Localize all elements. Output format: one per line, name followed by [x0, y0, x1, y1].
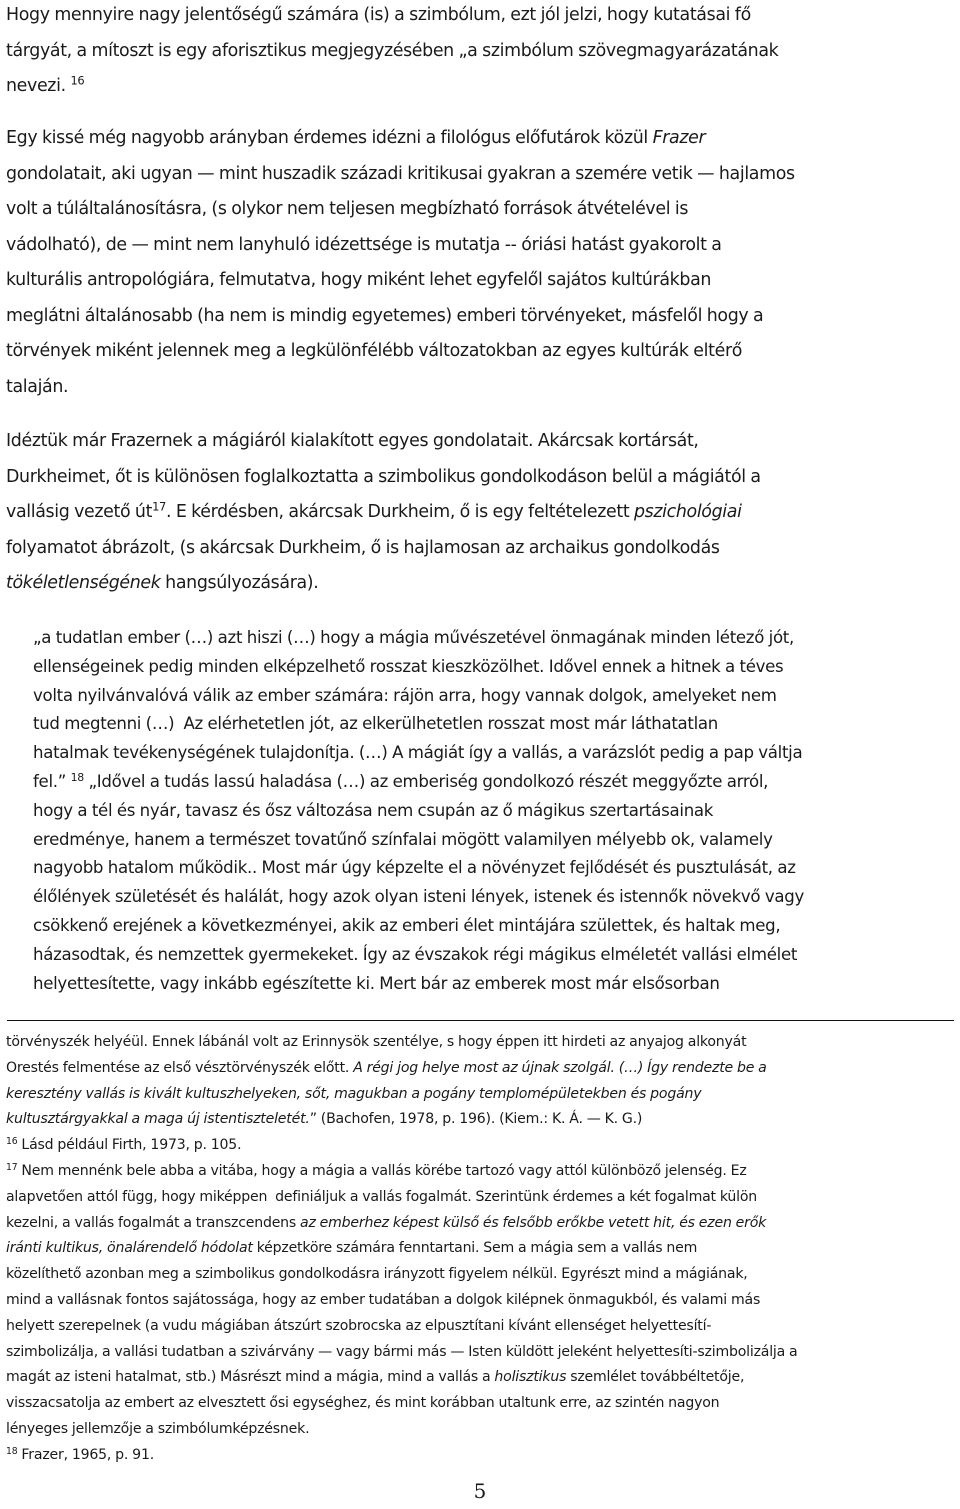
footnote-number: 18 [6, 1445, 18, 1457]
text-run: hangsúlyozására). [160, 573, 319, 593]
footnote-line [6, 1340, 956, 1366]
text-line [6, 0, 956, 34]
text-line [6, 263, 956, 299]
text-line [6, 157, 956, 193]
text-run: eredménye, hanem a természet tovatűnő színfalai mögött valamilyen mélyebb ok, valamely [33, 829, 773, 849]
text-run: meglátni általánosabb (ha nem is mindig egyetemes) emberi törvényeket, másfelől hogy a [6, 305, 764, 326]
quote-line [33, 826, 933, 855]
text-run: nagyobb hatalom működik.. Most már úgy képzelte el a növényzet fejlődését és pusztulását, az [33, 858, 796, 878]
footnote-18 [6, 1443, 956, 1469]
text-run: törvényszék helyéül. Ennek lábánál volt az Erinnysök szentélye, s hogy éppen itt hirdeti az anyajog alkonyát [6, 1034, 747, 1050]
text-line [6, 495, 956, 531]
text-run: helyett szerepelnek (a vudu mágiában átszúrt szobrocska az elpusztítani kívánt ellenséget helyettesítí- [6, 1317, 712, 1334]
footnote-number: 16 [6, 1136, 18, 1148]
italic-phrase: az emberhez képest külső és felsőbb erőkbe vetett hit, és ezen erők [300, 1214, 767, 1231]
quote-line [33, 854, 933, 883]
text-run: hatalmak tevékenységének tulajdonítja. (…) A mágiát így a vallás, a varázslót pedig a pap váltja [33, 743, 803, 763]
italic-name-frazer: Frazer [652, 128, 706, 148]
footnote-16 [6, 1133, 956, 1159]
footnote-number: 17 [6, 1161, 18, 1173]
text-run: volt a túláltalánosításra, (s olykor nem teljesen megbízható források átvételével is [6, 199, 689, 219]
text-line [6, 370, 956, 406]
quote-line [33, 653, 933, 682]
text-run: folyamatot ábrázolt, (s akárcsak Durkheim, ő is hajlamosan az archaikus gondolkodás [6, 537, 720, 558]
quote-line [33, 970, 933, 999]
text-run: házasodtak, és nemzettek gyermekeket. Így az évszakok régi mágikus elméletét vallási elmélet [33, 944, 798, 964]
italic-term: tökéletlenségének [6, 573, 161, 593]
text-line [6, 121, 956, 157]
footnote-line [6, 1211, 956, 1237]
quote-line [33, 797, 933, 826]
text-run: Lásd például Firth, 1973, p. 105. [17, 1137, 242, 1154]
text-line [6, 192, 956, 228]
footnote-line [6, 1262, 956, 1288]
quote-line [33, 710, 933, 739]
footnote-line [6, 1417, 956, 1443]
footnote-ref-16[interactable]: 16 [70, 73, 85, 88]
text-line [6, 228, 956, 264]
footnote-ref-17[interactable]: 17 [152, 499, 166, 514]
text-line [6, 566, 956, 602]
text-run: Hogy mennyire nagy jelentőségű számára (is) a szimbólum, ezt jól jelzi, hogy kutatásai fő [6, 5, 751, 25]
text-line [6, 69, 956, 105]
text-run: hogy a tél és nyár, tavasz és ősz változása nem csupán az ő mágikus szertartásainak [33, 800, 714, 820]
quote-line [33, 624, 933, 653]
footnote-line [6, 1288, 956, 1314]
text-run: „Idővel a tudás lassú haladása (…) az emberiség gondolkozó részét meggyőzte arról, [83, 771, 769, 791]
footnote-line [6, 1030, 956, 1056]
text-run: törvények miként jelennek meg a legkülönfélébb változatokban az egyes kultúrák eltérő [6, 341, 743, 361]
text-run: közelíthető azonban meg a szimbolikus gondolkodásra irányzott figyelem nélkül. Egyrészt mind a mágiának, [6, 1266, 748, 1283]
footnote-17 [6, 1159, 956, 1185]
quote-line [33, 883, 933, 912]
footnote-ref-18[interactable]: 18 [70, 770, 84, 784]
footnote-line [6, 1107, 956, 1133]
text-run: talaján. [6, 376, 69, 397]
text-run: gondolatait, aki ugyan — mint huszadik századi kritikusai gyakran a szemére vetik — hajlamos [6, 163, 795, 184]
text-run: lényeges jellemzője a szimbólumképzésnek. [6, 1420, 310, 1437]
block-quote-frazer [33, 624, 933, 998]
paragraph-symbol-importance [6, 0, 956, 105]
italic-term: holisztikus [494, 1369, 567, 1386]
footnote-line [6, 1185, 956, 1211]
italic-phrase: iránti kultikus, önalárendelő hódolat [6, 1240, 253, 1257]
footnote-line [6, 1365, 956, 1391]
text-run: Egy kissé még nagyobb arányban érdemes idézni a filológus előfutárok közül [6, 128, 653, 148]
text-run: visszacsatolja az embert az elvesztett ősi egységhez, és mint korábban utaltunk erre, az szintén nagyon [6, 1395, 720, 1412]
quote-line [33, 739, 933, 768]
text-run: alapvetően attól függ, hogy miképpen definiáljuk a vallás fogalmát. Szerintünk érdemes a két fogalmat külön [6, 1188, 757, 1205]
text-line [6, 34, 956, 70]
text-run: szemlélet továbbéltetője, [566, 1369, 745, 1386]
footnote-line [6, 1314, 956, 1340]
text-run: ellenségeinek pedig minden elképzelhető rosszat kieszközölhet. Idővel ennek a hitnek a téves [33, 656, 784, 676]
text-run: magát az isteni hatalmat, stb.) Másrészt mind a mágia, mind a vallás a [6, 1369, 495, 1386]
text-run: élőlények születését és halálát, hogy azok olyan isteni lények, istenek és istennők növekvő vagy [33, 887, 804, 907]
text-run: „a tudatlan ember (…) azt hiszi (…) hogy a mágia művészetével önmagának minden létező jót, [33, 628, 794, 647]
footnote-line [6, 1056, 956, 1082]
text-run: Frazer, 1965, p. 91. [17, 1446, 155, 1463]
quote-line [33, 682, 933, 711]
text-run: . E kérdésben, akárcsak Durkheim, ő is egy feltételezett [165, 502, 634, 522]
footnotes [6, 1030, 956, 1469]
text-line [6, 424, 956, 460]
text-run: szimbolizálja, a vallási tudatban a szivárvány — vagy bármi más — Isten küldött jeleként helyettesíti-szimbolizálja a [6, 1343, 798, 1360]
footnote-line [6, 1236, 956, 1262]
footnote-separator [7, 1020, 954, 1021]
text-line [6, 531, 956, 567]
paragraph-frazer [6, 121, 956, 405]
text-run: kezelni, a vallás fogalmát a transzcendens [6, 1214, 301, 1231]
text-run: nevezi. [6, 76, 66, 96]
text-line [6, 460, 956, 496]
text-run: helyettesítette, vagy inkább egészítette ki. Mert bár az emberek most már elsősorban [33, 973, 720, 993]
italic-quote: keresztény vallás is kivált kultuszhelyeken, sőt, magukban a pogány templomépületekben és pogány [6, 1085, 702, 1102]
text-line [6, 299, 956, 335]
text-line [6, 334, 956, 370]
page-number: 5 [473, 1479, 487, 1503]
text-run: ” (Bachofen, 1978, p. 196). (Kiem.: K. Á. — K. G.) [309, 1111, 643, 1128]
quote-line [33, 941, 933, 970]
text-run: Durkheimet, őt is különösen foglalkoztatta a szimbolikus gondolkodáson belül a mágiától a [6, 466, 761, 487]
italic-quote: A régi jog helye most az újnak szolgál. (…) Így rendezte be a [353, 1059, 767, 1076]
quote-line [33, 912, 933, 941]
text-run: tud megtenni (…) Az elérhetetlen jót, az elkerülhetetlen rosszat most már láthatatlan [33, 714, 719, 734]
footnote-line [6, 1082, 956, 1108]
text-run: volta nyilvánvalóvá válik az ember számára: rájön arra, hogy vannak dolgok, amelyeket nem [33, 685, 777, 705]
text-run: mind a vallásnak fontos sajátossága, hogy az ember tudatában a dolgok kilépnek önmagukból, és valami más [6, 1291, 761, 1308]
text-run: csökkenő erejének a következményei, akik az emberi élet mintájára születtek, és haltak meg, [33, 915, 781, 935]
footnote-line [6, 1391, 956, 1417]
paragraph-durkheim [6, 424, 956, 602]
text-run: vallásig vezető út [6, 502, 153, 522]
text-run: képzetköre számára fenntartani. Sem a mágia sem a vallás nem [252, 1240, 698, 1257]
italic-term: pszichológiai [633, 502, 742, 522]
italic-quote: kultusztárgyakkal a maga új istentiszteletét. [6, 1111, 310, 1128]
text-run: vádolható), de — mint nem lanyhuló idézettsége is mutatja -- óriási hatást gyakorolt a [6, 234, 722, 255]
text-run: fel.” [33, 771, 71, 791]
text-run: Orestés felmentése az első vésztörvényszék előtt. [6, 1059, 354, 1076]
text-run: Nem mennénk bele abba a vitába, hogy a mágia a vallás körébe tartozó vagy attól különböző jelenség. Ez [17, 1162, 747, 1179]
text-run: Idéztük már Frazernek a mágiáról kialakított egyes gondolatait. Akárcsak kortársát, [6, 431, 699, 451]
text-run: kulturális antropológiára, felmutatva, hogy miként lehet egyfelől sajátos kultúrákban [6, 270, 712, 290]
quote-line [33, 768, 933, 797]
text-run: tárgyát, a mítoszt is egy aforisztikus megjegyzésében „a szimbólum szövegmagyarázatának [6, 40, 779, 61]
